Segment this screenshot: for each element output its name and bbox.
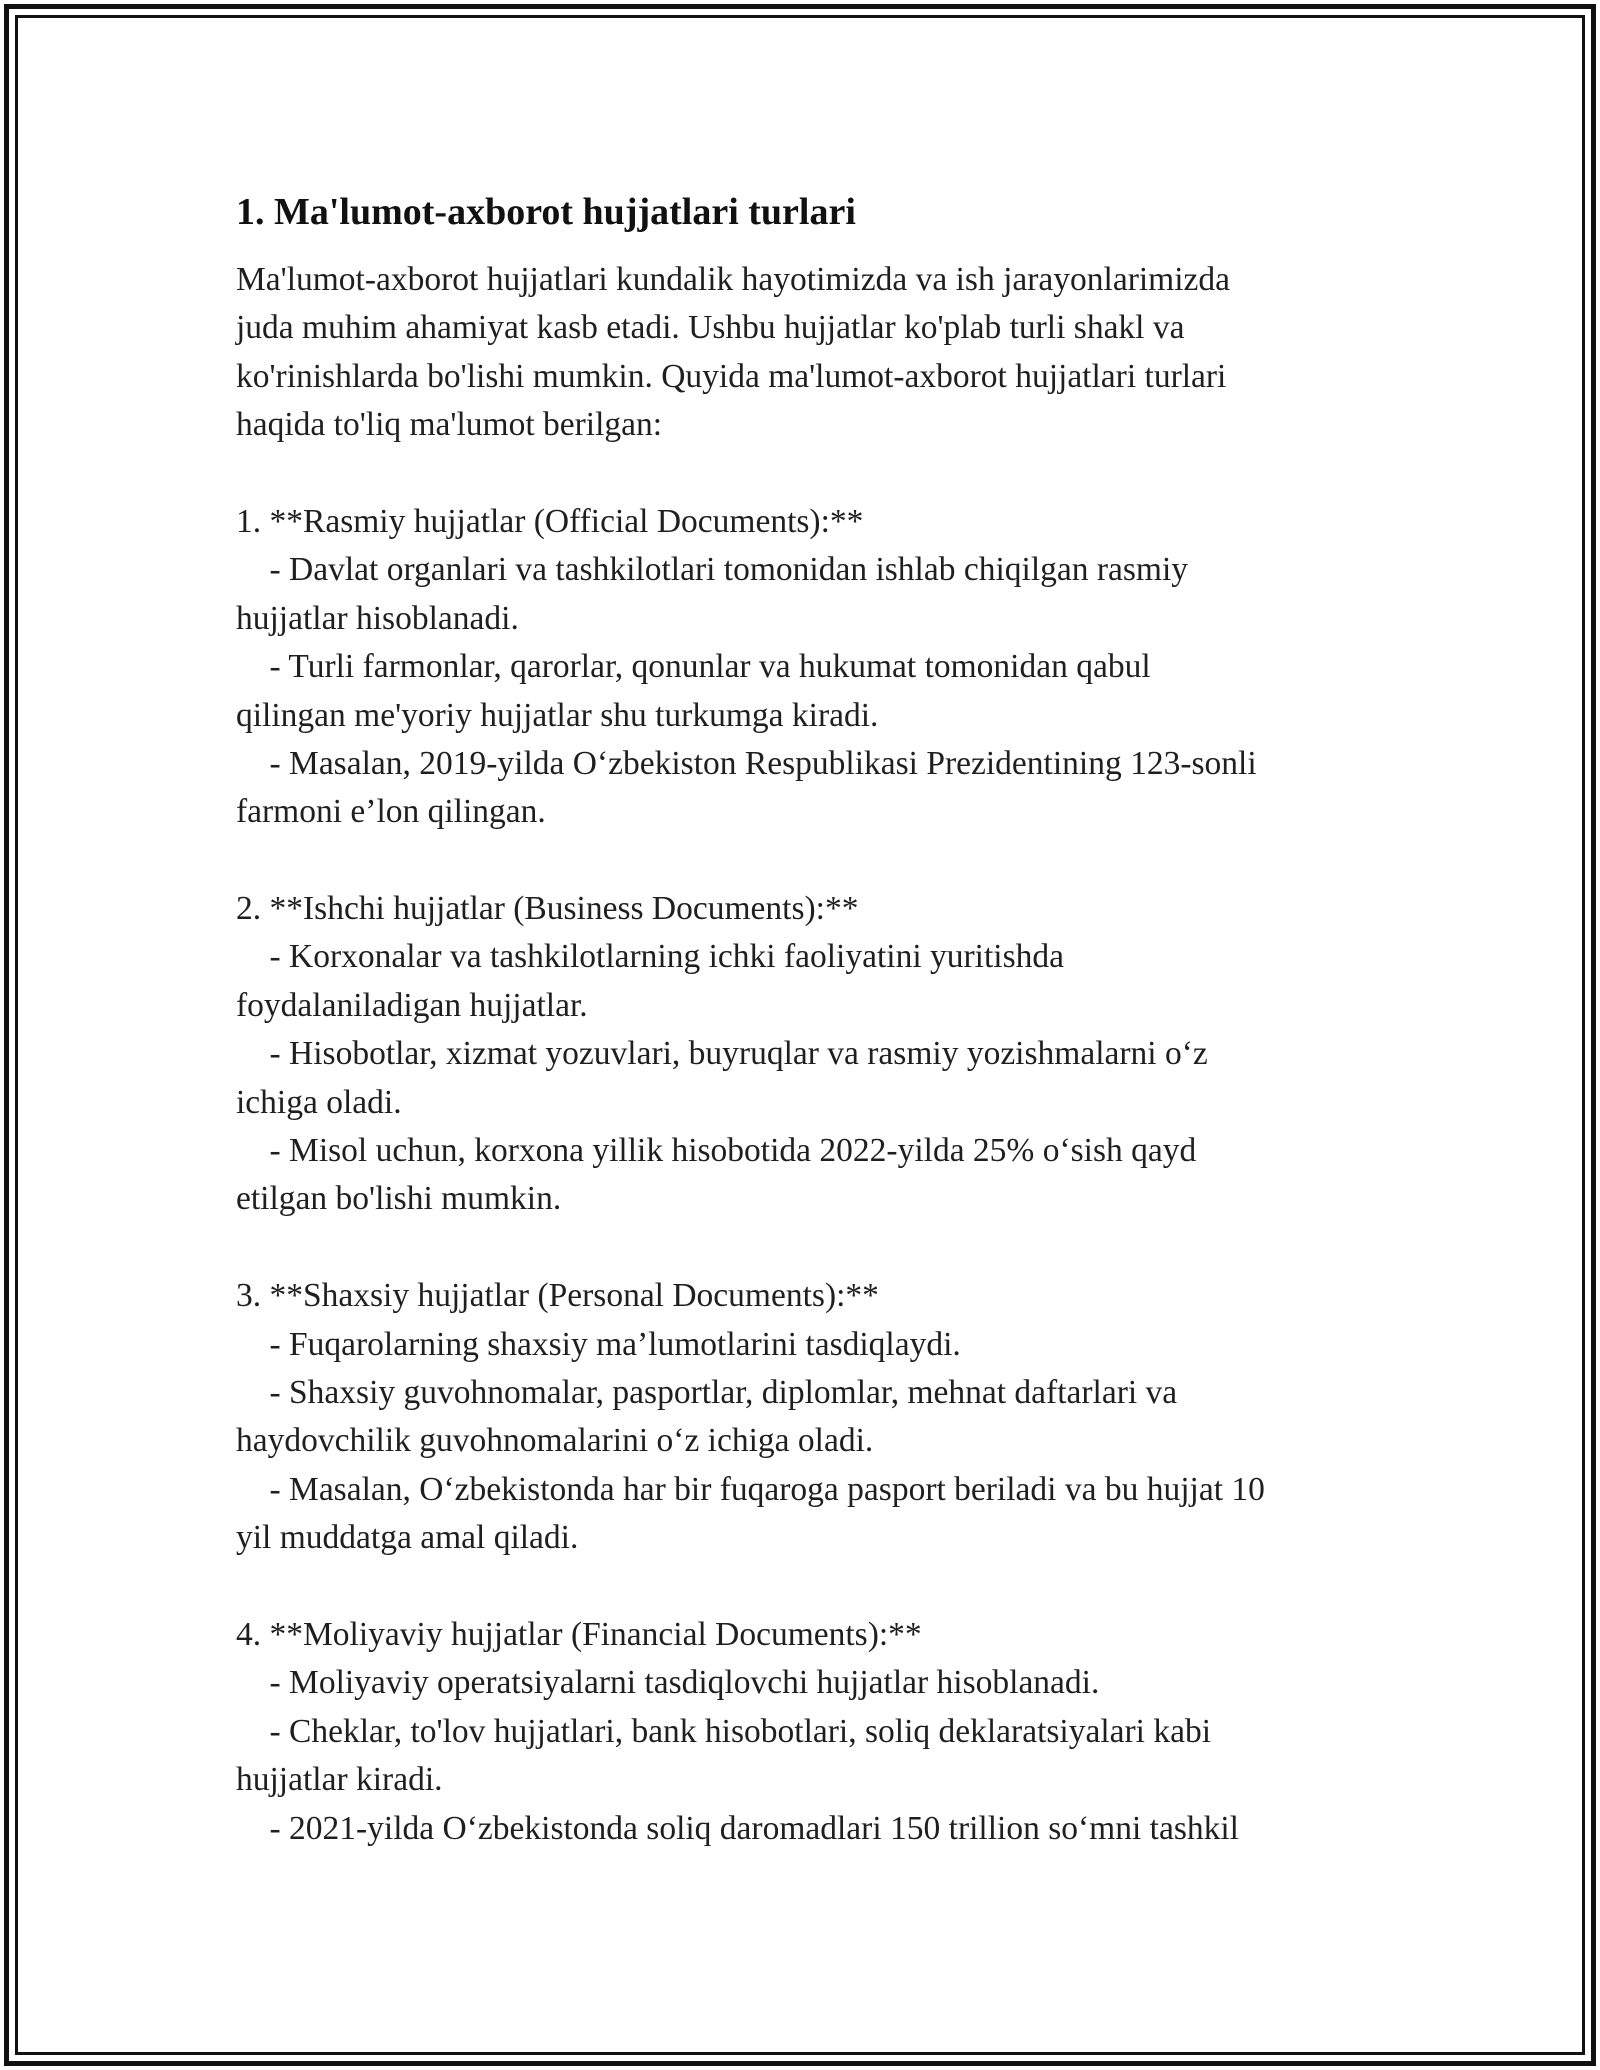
text-line: - Cheklar, to'lov hujjatlari, bank hisobotlari, soliq deklaratsiyalari kabi <box>236 1712 1212 1750</box>
text-line: hujjatlar hisoblanadi. <box>236 599 519 637</box>
blank-line <box>236 837 1376 885</box>
text-line: - Turli farmonlar, qarorlar, qonunlar va hukumat tomonidan qabul <box>236 648 1151 686</box>
text-line: ko'rinishlarda bo'lishi mumkin. Quyida ma'lumot-axborot hujjatlari turlari <box>236 357 1227 395</box>
text-line: etilgan bo'lishi mumkin. <box>236 1180 562 1218</box>
text-line: yil muddatga amal qiladi. <box>236 1519 579 1557</box>
text-line: qilingan me'yoriy hujjatlar shu turkumga kiradi. <box>236 696 879 734</box>
text-line: foydalaniladigan hujjatlar. <box>236 986 588 1024</box>
document-title: 1. Ma'lumot-axborot hujjatlari turlari <box>236 191 856 233</box>
text-line: - 2021-yilda Oʻzbekistonda soliq daromadlari 150 trillion soʻmni tashkil <box>236 1809 1239 1847</box>
text-line: 2. **Ishchi hujjatlar (Business Documents):** <box>236 890 859 928</box>
text-line: juda muhim ahamiyat kasb etadi. Ushbu hujjatlar ko'plab turli shakl va <box>236 309 1185 347</box>
blank-line <box>236 450 1376 498</box>
text-line: ichiga oladi. <box>236 1083 402 1121</box>
text-line: 3. **Shaxsiy hujjatlar (Personal Documents):** <box>236 1277 879 1315</box>
text-line: - Korxonalar va tashkilotlarning ichki faoliyatini yuritishda <box>236 938 1064 976</box>
text-line: 1. **Rasmiy hujjatlar (Official Documents):** <box>236 502 864 540</box>
text-line: haydovchilik guvohnomalarini oʻz ichiga oladi. <box>236 1422 874 1460</box>
blank-line <box>236 1563 1376 1611</box>
text-line: hujjatlar kiradi. <box>236 1761 443 1799</box>
document-body <box>236 188 1376 1853</box>
text-line: - Davlat organlari va tashkilotlari tomonidan ishlab chiqilgan rasmiy <box>236 551 1189 589</box>
text-line: - Misol uchun, korxona yillik hisobotida 2022-yilda 25% oʻsish qayd <box>236 1132 1197 1170</box>
text-line: - Masalan, Oʻzbekistonda har bir fuqaroga pasport beriladi va bu hujjat 10 <box>236 1470 1265 1508</box>
document-text <box>236 256 1376 1853</box>
text-line: - Hisobotlar, xizmat yozuvlari, buyruqlar va rasmiy yozishmalarni oʻz <box>236 1035 1208 1073</box>
text-line: haqida to'liq ma'lumot berilgan: <box>236 406 663 444</box>
text-line: - Fuqarolarning shaxsiy ma’lumotlarini tasdiqlaydi. <box>236 1325 961 1363</box>
text-line: - Shaxsiy guvohnomalar, pasportlar, diplomlar, mehnat daftarlari va <box>236 1373 1178 1411</box>
blank-line <box>236 1224 1376 1272</box>
text-line: Ma'lumot-axborot hujjatlari kundalik hayotimizda va ish jarayonlarimizda <box>236 261 1231 298</box>
text-line: - Moliyaviy operatsiyalarni tasdiqlovchi hujjatlar hisoblanadi. <box>236 1664 1100 1702</box>
text-line: - Masalan, 2019-yilda Oʻzbekiston Respublikasi Prezidentining 123-sonli <box>236 744 1257 782</box>
text-line: 4. **Moliyaviy hujjatlar (Financial Documents):** <box>236 1615 922 1653</box>
text-line: farmoni e’lon qilingan. <box>236 793 546 831</box>
